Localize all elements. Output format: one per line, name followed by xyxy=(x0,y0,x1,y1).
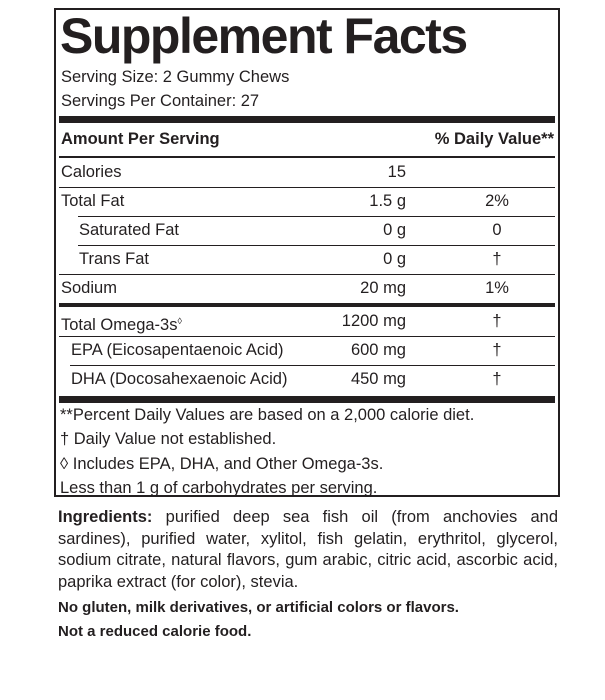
nutrient-amount: 0 g xyxy=(383,221,406,239)
ingredients-text: purified deep sea fish oil (from anchovies and sardines), purified water, xylitol, fish gelatin, erythritol, glycerol, sodium citrate, natural flavors, gum arabic, citric acid, ascorbic acid, paprika extract (for color), stevia. xyxy=(58,508,558,591)
nutrient-dv: 0 xyxy=(492,221,502,239)
nutrient-row-sodium xyxy=(56,274,558,303)
ingredients-label: Ingredients: xyxy=(58,508,153,526)
nutrient-dv: † xyxy=(492,370,502,388)
nutrient-label: Total Omega-3s xyxy=(61,316,178,334)
supplement-facts-panel xyxy=(54,8,560,497)
nutrient-amount: 600 mg xyxy=(350,341,406,359)
allergen-note: No gluten, milk derivatives, or artificial colors or flavors. xyxy=(58,599,459,616)
daily-value-header: % Daily Value** xyxy=(434,130,554,148)
thick-divider-bottom xyxy=(59,396,555,403)
nutrient-amount: 450 mg xyxy=(350,370,406,388)
nutrient-label: Calories xyxy=(61,163,122,181)
nutrient-dv: † xyxy=(492,250,502,268)
nutrient-row-trans-fat xyxy=(56,245,558,274)
thick-divider-top xyxy=(59,116,555,123)
nutrient-row-total-omega-3s xyxy=(56,307,558,336)
nutrient-label: Total Fat xyxy=(61,192,125,210)
amount-per-serving-header: Amount Per Serving xyxy=(61,130,220,148)
nutrient-label: EPA (Eicosapentaenoic Acid) xyxy=(71,341,284,359)
nutrient-amount: 1200 mg xyxy=(341,312,406,330)
nutrient-amount: 15 xyxy=(387,163,406,181)
nutrient-label: Trans Fat xyxy=(79,250,149,268)
diamond-mark: ◊ xyxy=(177,316,182,326)
nutrient-row-calories xyxy=(56,158,558,187)
nutrient-dv: † xyxy=(492,341,502,359)
nutrient-amount: 0 g xyxy=(383,250,406,268)
calorie-note: Not a reduced calorie food. xyxy=(58,623,252,640)
panel-title: Supplement Facts xyxy=(60,8,467,64)
nutrient-row-total-fat xyxy=(56,187,558,216)
footnote-dagger: † Daily Value not established. xyxy=(60,430,277,448)
nutrient-label: Saturated Fat xyxy=(79,221,179,239)
nutrient-amount: 20 mg xyxy=(360,279,406,297)
nutrient-amount: 1.5 g xyxy=(369,192,406,210)
nutrient-dv: 1% xyxy=(485,279,509,297)
ingredients-statement xyxy=(58,507,558,593)
footnote-diamond: ◊ Includes EPA, DHA, and Other Omega-3s. xyxy=(60,455,384,473)
serving-size: Serving Size: 2 Gummy Chews xyxy=(61,68,290,86)
nutrient-row-saturated-fat xyxy=(56,216,558,245)
servings-per-container: Servings Per Container: 27 xyxy=(61,92,260,110)
nutrient-row-epa xyxy=(56,336,558,365)
nutrient-dv: 2% xyxy=(485,192,509,210)
nutrient-dv: † xyxy=(492,312,502,330)
nutrient-label: DHA (Docosahexaenoic Acid) xyxy=(71,370,288,388)
nutrient-label: Sodium xyxy=(61,279,117,297)
footnote-daily-values: **Percent Daily Values are based on a 2,000 calorie diet. xyxy=(60,406,475,424)
footnote-carbohydrates: Less than 1 g of carbohydrates per serving. xyxy=(60,479,378,497)
nutrient-row-dha xyxy=(56,365,558,394)
